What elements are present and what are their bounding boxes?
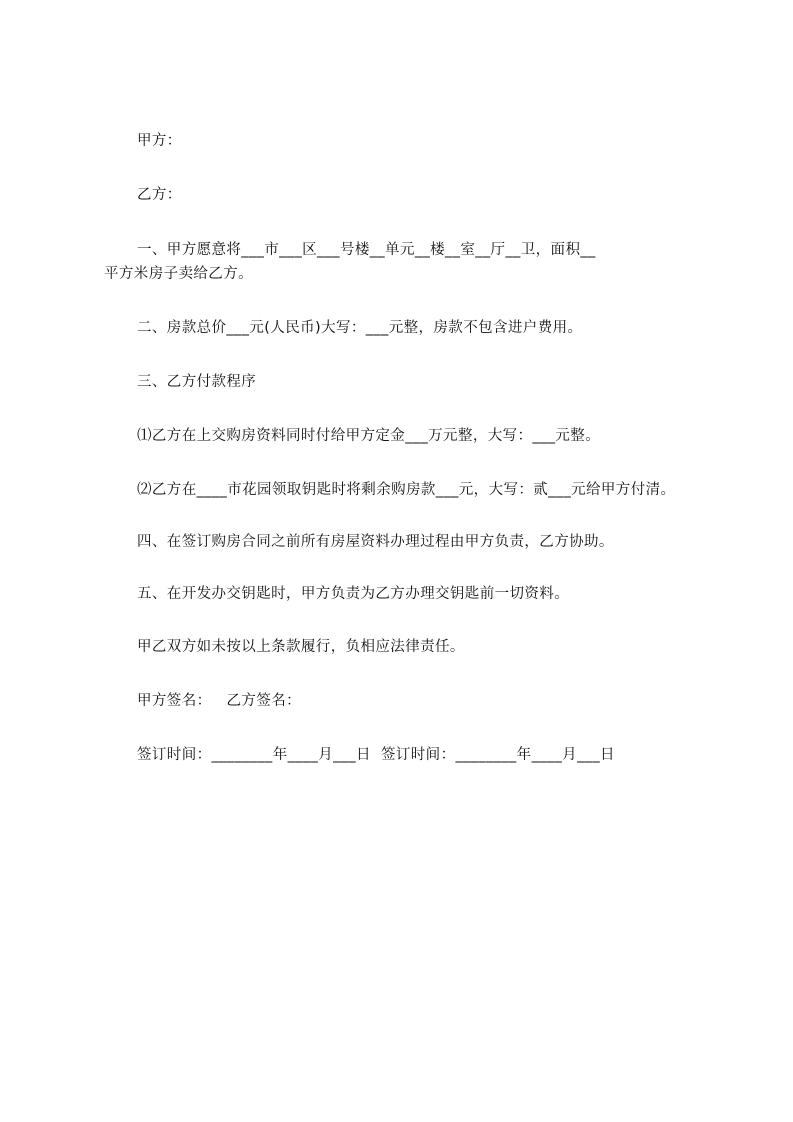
clause-3-item-2: ⑵乙方在____市花园领取钥匙时将剩余购房款___元，大写：贰___元给甲方付清。	[137, 482, 676, 498]
clause-5: 五、在开发办交钥匙时，甲方负责为乙方办理交钥匙前一切资料。	[137, 586, 570, 602]
signature-line: 甲方签名： 乙方签名：	[137, 693, 302, 709]
liability-statement: 甲乙双方如未按以上条款履行，负相应法律责任。	[137, 639, 465, 655]
clause-3-title: 三、乙方付款程序	[137, 374, 257, 390]
clause-1-line-2: 平方米房子卖给乙方。	[104, 266, 253, 282]
clause-4: 四、在签订购房合同之前所有房屋资料办理过程由甲方负责，乙方协助。	[137, 534, 614, 550]
party-a-label: 甲方：	[137, 133, 182, 149]
party-b-label: 乙方：	[137, 187, 182, 203]
clause-1-line-1: 一、甲方愿意将___市___区___号楼__单元__楼__室__厅__卫，面积__	[137, 242, 596, 258]
clause-2: 二、房款总价___元(人民币)大写：___元整，房款不包含进户费用。	[137, 320, 583, 336]
sign-date-line: 签订时间：________年____月___日 签订时间：________年____月___日	[137, 747, 615, 763]
clause-3-item-1: ⑴乙方在上交购房资料同时付给甲方定金___万元整，大写：___元整。	[137, 428, 601, 444]
